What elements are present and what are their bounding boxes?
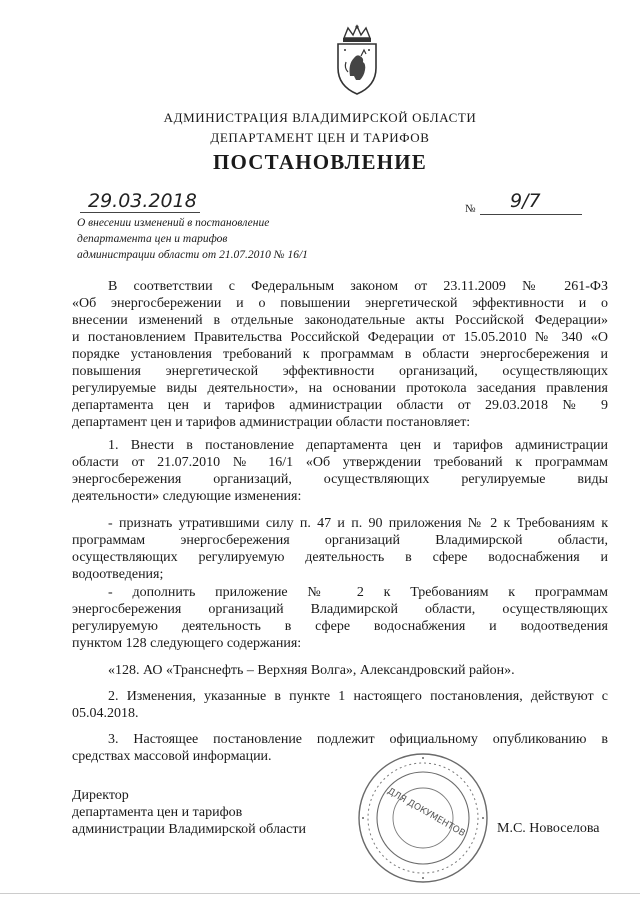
text-line: средствах массовой информации. [72,749,272,764]
text-line: «128. АО «Транснефть – Верхняя Волга», Александровский район». [108,663,515,678]
document-date: 29.03.2018 [88,190,197,212]
date-underline [80,212,200,213]
position-line: департамента цен и тарифов [72,805,243,820]
text-line: энергосбережения организаций Владимирской области, осуществляющих [72,602,608,617]
text-line: 2. Изменения, указанные в пункте 1 настоящего постановления, действуют с [108,689,608,704]
department-name: ДЕПАРТАМЕНТ ЦЕН И ТАРИФОВ [210,130,430,145]
text-line: повышения энергетической эффективности организаций, осуществляющих [72,364,608,379]
number-label: № [465,203,476,215]
amendment-add-paragraph [72,584,608,652]
subject-line: департамента цен и тарифов [77,233,228,245]
text-line: пунктом 128 следующего содержания: [72,636,302,651]
text-line: департамент цен и тарифов администрации области постановляет: [72,415,471,430]
item-3-paragraph [72,731,608,765]
text-line: области от 21.07.2010 № 16/1 «Об утверждении требований к программам [72,455,608,470]
text-line: деятельности» следующие изменения: [72,489,302,504]
signatory-name: М.С. Новоселова [497,821,600,836]
item-1-paragraph [72,437,608,505]
number-underline [480,214,582,215]
text-line: осуществляющих регулируемую деятельность в сфере водоснабжения и [72,550,608,565]
position-line: администрации Владимирской области [72,822,306,837]
text-line: - признать утратившими силу п. 47 и п. 90 приложения № 2 к Требованиям к [108,516,608,531]
coat-of-arms-icon [330,24,384,96]
text-line: и постановлением Правительства Российской Федерации от 15.05.2010 № 340 «О [72,330,608,345]
document-number: 9/7 [510,190,541,212]
amendment-repeal-paragraph [72,515,608,583]
item-128-paragraph [72,662,608,679]
text-line: 3. Настоящее постановление подлежит официальному опубликованию в [108,732,608,747]
text-line: - дополнить приложение № 2 к Требованиям к программам [108,585,608,600]
subject-line: администрации области от 21.07.2010 № 16/1 [77,249,308,261]
document-subject [77,215,337,263]
text-line: департамента цен и тарифов администрации области от 29.03.2018 № 9 [72,398,608,413]
signatory-position [72,787,306,838]
stamp-center-text: ДЛЯ ДОКУМЕНТОВ [385,786,467,840]
text-line: 05.04.2018. [72,706,139,721]
text-line: водоотведения; [72,567,164,582]
text-line: программам энергосбережения организаций Владимирской области, [72,533,608,548]
preamble-paragraph [72,278,608,431]
text-line: порядке установления требований к программам в области энергосбережения и [72,347,608,362]
text-line: регулируемую деятельность в сфере водоснабжения и водоотведения [72,619,608,634]
text-line: регулируемые виды деятельности», на основании протокола заседания правления [72,381,608,396]
item-2-paragraph [72,688,608,722]
org-name: АДМИНИСТРАЦИЯ ВЛАДИМИРСКОЙ ОБЛАСТИ [163,110,477,125]
text-line: 1. Внести в постановление департамента цен и тарифов администрации [108,438,608,453]
text-line: внесении изменений в отдельные законодательные акты Российской Федерации» [72,313,608,328]
official-stamp-icon [355,750,491,886]
subject-line: О внесении изменений в постановление [77,217,270,229]
document-title: ПОСТАНОВЛЕНИЕ [212,150,428,174]
text-line: «Об энергосбережении и о повышении энергетической эффективности и о [72,296,608,311]
text-line: энергосбережения организаций, осуществляющих регулируемые виды [72,472,608,487]
text-line: В соответствии с Федеральным законом от 23.11.2009 № 261-ФЗ [108,279,608,294]
page-bottom-edge [0,893,640,894]
position-line: Директор [72,788,129,803]
